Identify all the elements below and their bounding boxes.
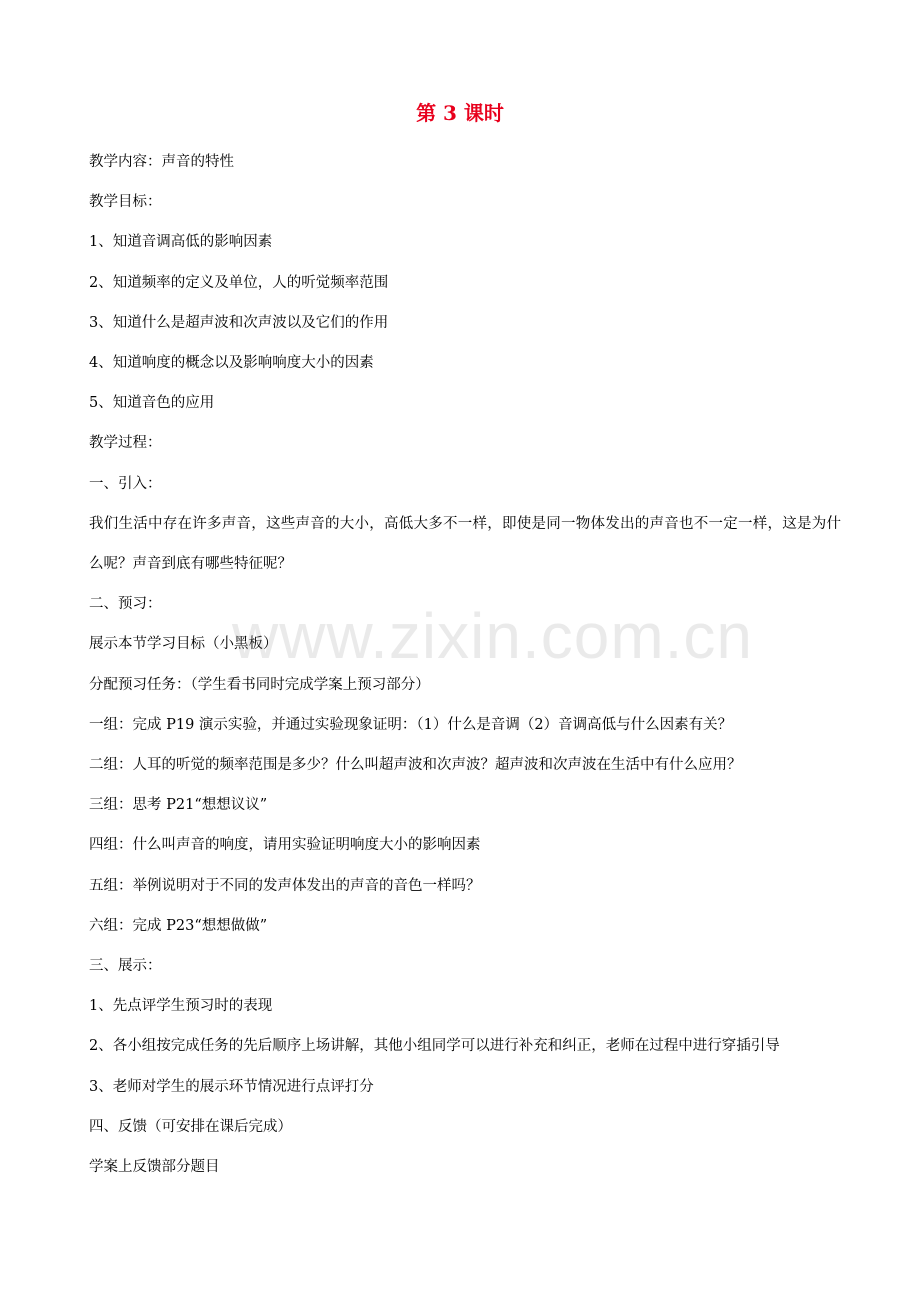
group-task: 六组：完成 P23“想想做做” — [89, 917, 268, 934]
paragraph-process-heading: 教学过程： — [89, 435, 162, 452]
objective-item: 4、知道响度的概念以及影响响度大小的因素 — [89, 355, 374, 372]
section-heading: 一、引入： — [89, 475, 162, 492]
objective-item: 2、知道频率的定义及单位，人的听觉频率范围 — [89, 274, 389, 291]
paragraph-line: 学案上反馈部分题目 — [89, 1159, 220, 1176]
watermark: www.zixin.com.cn — [232, 600, 753, 672]
paragraph-line: 2、各小组按完成任务的先后顺序上场讲解，其他小组同学可以进行补充和纠正，老师在过程中进行穿插引导 — [89, 1038, 780, 1055]
paragraph-line: 分配预习任务：（学生看书同时完成学案上预习部分） — [89, 676, 430, 693]
paragraph-content: 教学内容：声音的特性 — [89, 154, 234, 170]
paragraph-intro: 我们生活中存在许多声音，这些声音的大小，高低大多不一样，即使是同一物体发出的声音也不一定一样，这是为什么呢？声音到底有哪些特征呢？ — [89, 515, 841, 573]
group-task: 一组：完成 P19 演示实验，并通过实验现象证明：（1）什么是音调（2）音调高低与什么因素有关？ — [89, 716, 733, 733]
section-heading: 二、预习： — [89, 596, 162, 613]
document-body — [89, 142, 841, 1187]
group-task: 四组：什么叫声音的响度，请用实验证明响度大小的影响因素 — [89, 837, 481, 854]
section-heading: 四、反馈（可安排在课后完成） — [89, 1118, 292, 1135]
objective-item: 5、知道音色的应用 — [89, 395, 215, 412]
objective-item: 1、知道音调高低的影响因素 — [89, 234, 273, 251]
paragraph-line: 3、老师对学生的展示环节情况进行点评打分 — [89, 1078, 374, 1095]
objective-item: 3、知道什么是超声波和次声波以及它们的作用 — [89, 314, 389, 331]
group-task: 三组：思考 P21“想想议议” — [89, 797, 268, 814]
page-title: 第 3 课时 — [416, 101, 504, 125]
paragraph-objectives-heading: 教学目标： — [89, 194, 162, 211]
group-task: 五组：举例说明对于不同的发声体发出的声音的音色一样吗？ — [89, 877, 481, 894]
paragraph-line: 1、先点评学生预习时的表现 — [89, 998, 273, 1015]
section-heading: 三、展示： — [89, 958, 162, 975]
paragraph-line: 展示本节学习目标（小黑板） — [89, 636, 278, 653]
group-task: 二组：人耳的听觉的频率范围是多少？什么叫超声波和次声波？超声波和次声波在生活中有什么应用？ — [89, 757, 742, 774]
